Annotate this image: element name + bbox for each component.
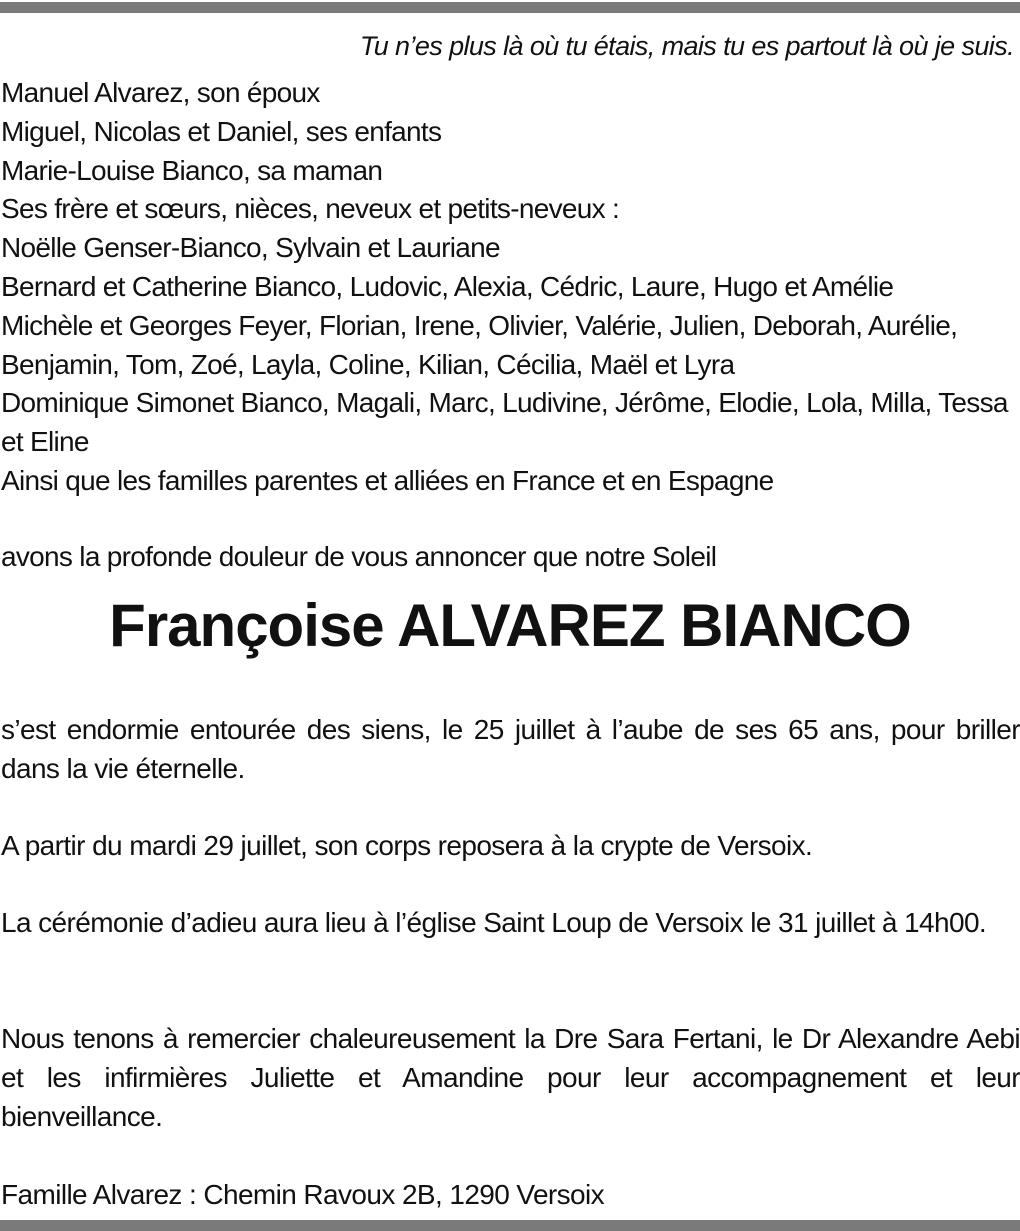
announcement: avons la profonde douleur de vous annoncer que notre Soleil <box>1 541 717 572</box>
family-line: Miguel, Nicolas et Daniel, ses enfants <box>1 115 442 147</box>
repose-paragraph: A partir du mardi 29 juillet, son corps reposera à la crypte de Versoix. <box>1 830 813 861</box>
family-line: Bernard et Catherine Bianco, Ludovic, Alexia, Cédric, Laure, Hugo et Amélie <box>1 270 894 302</box>
family-line: Dominique Simonet Bianco, Magali, Marc, Ludivine, Jérôme, Elodie, Lola, Milla, Tessa et Eline <box>1 387 1008 458</box>
thanks-paragraph: Nous tenons à remercier chaleureusement la Dre Sara Fertani, le Dr Alexandre Aebi et les infirmières Juliette et Amandine pour leur accompagnement et leur bienveillance. <box>1 1023 1020 1132</box>
epigraph: Tu n’es plus là où tu étais, mais tu es partout là où je suis. <box>359 31 1014 61</box>
ceremony-paragraph: La cérémonie d’adieu aura lieu à l’église Saint Loup de Versoix le 31 juillet à 14h00. <box>1 907 987 938</box>
family-address: Famille Alvarez : Chemin Ravoux 2B, 1290 Versoix <box>1 1179 605 1210</box>
family-line: Marie-Louise Bianco, sa maman <box>1 154 383 186</box>
passing-paragraph: s’est endormie entourée des siens, le 25 juillet à l’aube de ses 65 ans, pour briller dans la vie éternelle. <box>1 714 1020 784</box>
family-line: Michèle et Georges Feyer, Florian, Irene, Olivier, Valérie, Julien, Deborah, Aurélie, Benjamin, Tom, Zoé, Layla, Coline, Kilian, Cécilia, Maël et Lyra <box>1 309 958 380</box>
family-line: Manuel Alvarez, son époux <box>1 77 320 108</box>
family-list <box>1 74 1020 501</box>
top-divider <box>0 2 1020 13</box>
family-line: Noëlle Genser-Bianco, Sylvain et Lauriane <box>1 232 500 264</box>
bottom-divider <box>0 1220 1020 1231</box>
family-line: Ainsi que les familles parentes et alliées en France et en Espagne <box>1 464 774 496</box>
family-line: Ses frère et sœurs, nièces, neveux et petits-neveux : <box>1 193 620 225</box>
deceased-name: Françoise ALVAREZ BIANCO <box>109 592 911 659</box>
